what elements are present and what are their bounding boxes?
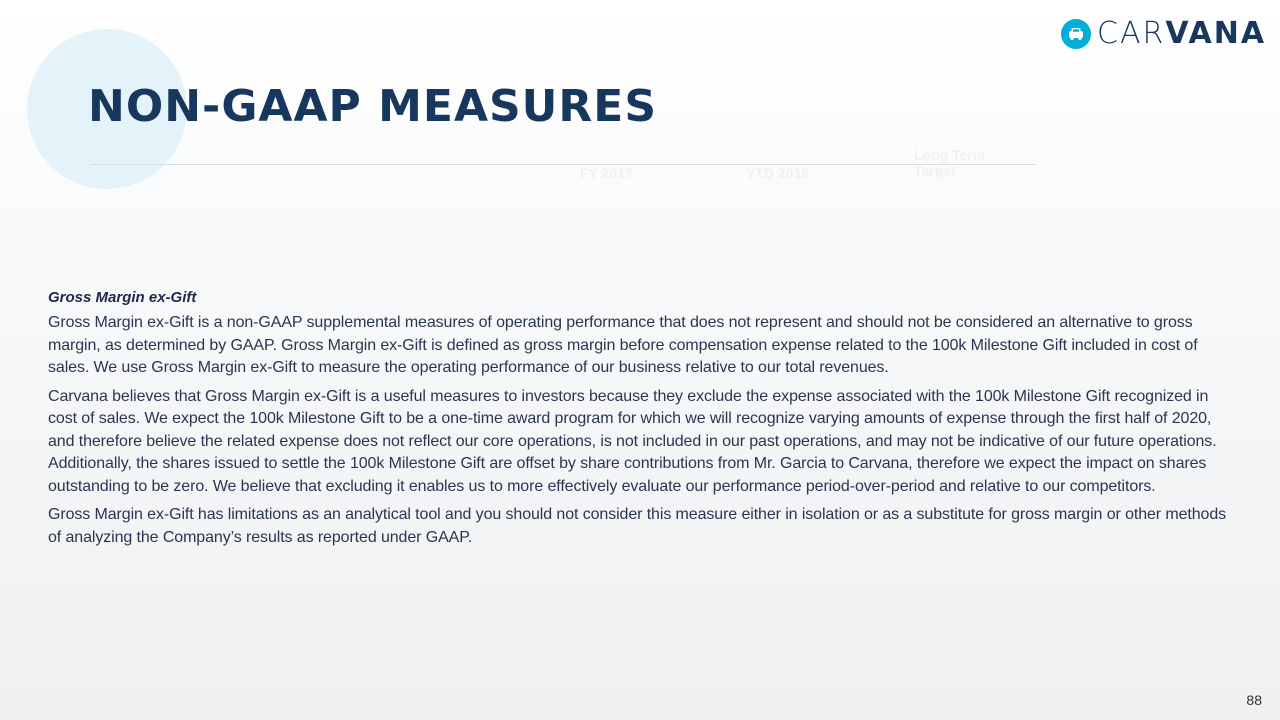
paragraph-limitations: Gross Margin ex-Gift has limitations as an analytical tool and you should not consider this measure either in isolation or as a substitute for gross margin or other methods of analyzing the Company’s results as reported under GAAP. bbox=[48, 506, 1227, 546]
paragraph-rationale: Carvana believes that Gross Margin ex-Gift is a useful measures to investors because they exclude the expense associated with the 100k Milestone Gift recognized in cost of sales. We expect the 100k Milestone Gift to be a one-time award program for which we will recognize varying amounts of expense through the first half of 2020, and therefore believe the related expense does not reflect our core operations, is not included in our past operations, and may not be indicative of our future operations. Additionally, the shares issued to settle the 100k Milestone Gift are offset by share contributions from Mr. Garcia to Carvana, therefore we expect the impact on shares outstanding to be zero. We believe that excluding it enables us to more effectively evaluate our performance period-over-period and relative to our competitors. bbox=[48, 387, 1217, 495]
ghost-col-fy2017: FY 2017 bbox=[580, 165, 633, 181]
table-divider bbox=[90, 164, 1036, 165]
logo-text-bold: VANA bbox=[1165, 16, 1267, 51]
logo-text-light: CAR bbox=[1097, 16, 1166, 51]
paragraph-definition: Gross Margin ex-Gift is a non-GAAP supplemental measures of operating performance that does not represent and should not be considered an alternative to gross margin, as determined by GAAP. Gross Margin ex-Gift is defined as gross margin before compensation expense related to the 100k Milestone Gift included in cost of sales. We use Gross Margin ex-Gift to measure the operating performance of our business relative to our total revenues. bbox=[48, 314, 1198, 376]
section-heading: Gross Margin ex-Gift bbox=[48, 289, 197, 306]
car-icon bbox=[1061, 19, 1091, 49]
page-number: 88 bbox=[1246, 692, 1262, 708]
ghost-col-target-line2: Target bbox=[914, 163, 956, 179]
page-title: NON-GAAP MEASURES bbox=[88, 81, 658, 132]
carvana-logo bbox=[1061, 16, 1267, 51]
ghost-col-target-line1: Long Term bbox=[914, 147, 986, 163]
logo-wordmark bbox=[1097, 16, 1267, 51]
definition-section bbox=[48, 289, 1238, 555]
ghost-col-ytd2018: YTD 2018 bbox=[746, 165, 810, 181]
